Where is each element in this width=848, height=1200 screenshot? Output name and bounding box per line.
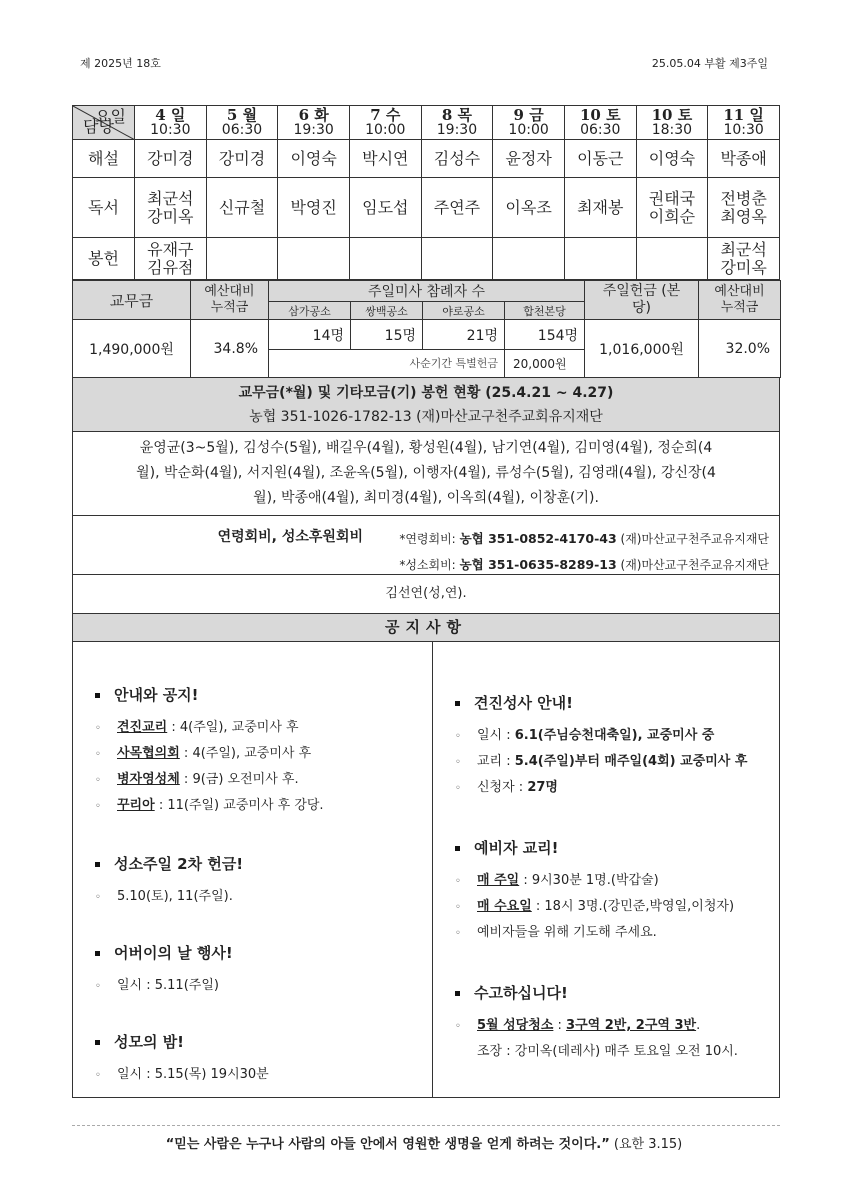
- offering-label: 주일헌금 (본당): [585, 281, 699, 320]
- schedule-cell: 이옥조: [493, 178, 565, 238]
- attendance-col-header: 삼가공소: [269, 302, 351, 320]
- notice-heading: 예비자 교리!: [474, 839, 559, 857]
- schedule-day-row: [73, 106, 780, 140]
- day-cell: 10 토 06:30: [564, 106, 636, 140]
- row-label: 해설: [73, 140, 135, 178]
- issue-date: 25.05.04 부활 제3주일: [651, 57, 768, 70]
- senior-accounts: [373, 516, 779, 574]
- attendance-value: 15명: [351, 320, 423, 350]
- schedule-cell: [278, 238, 350, 280]
- day-cell: 7 수 10:00: [349, 106, 421, 140]
- schedule-cell: 박영진: [278, 178, 350, 238]
- schedule-cell: [636, 238, 708, 280]
- attendance-value: 154명: [505, 320, 585, 350]
- footer-quote: [0, 1133, 848, 1152]
- day-cell: 5 월 06:30: [206, 106, 278, 140]
- notice-section: [72, 614, 780, 1098]
- budget-value: 32.0%: [699, 320, 781, 378]
- schedule-cell: 김성수: [421, 140, 493, 178]
- schedule-row-reading: [73, 178, 780, 238]
- notice-title: 공지사항: [73, 614, 779, 642]
- notice-heading: 어버이의 날 행사!: [114, 944, 233, 962]
- attendance-col-header: 야로공소: [423, 302, 505, 320]
- day-cell: 4 일 10:30: [135, 106, 207, 140]
- budget-value: 34.8%: [191, 320, 269, 378]
- schedule-cell: 이동근: [564, 140, 636, 178]
- row-label: 독서: [73, 178, 135, 238]
- special-offering-label: 사순기간 특별헌금: [269, 350, 505, 378]
- schedule-cell: 최군석 강미옥: [708, 238, 780, 280]
- schedule-corner: [73, 106, 135, 140]
- schedule-cell: [564, 238, 636, 280]
- schedule-cell: 최군석 강미옥: [135, 178, 207, 238]
- special-offering-value: 20,000원: [505, 350, 585, 378]
- schedule-cell: [349, 238, 421, 280]
- attendance-value: 21명: [423, 320, 505, 350]
- schedule-cell: 박시연: [349, 140, 421, 178]
- schedule-cell: 주연주: [421, 178, 493, 238]
- notice-heading: 견진성사 안내!: [474, 694, 574, 712]
- senior-line2-prefix: *성소회비:: [399, 558, 456, 572]
- liturgy-schedule-table: [72, 105, 780, 280]
- schedule-cell: 유재구 김유점: [135, 238, 207, 280]
- attendance-value: 14명: [269, 320, 351, 350]
- notice-item: 어버이의 날 행사! ◦ 일시 : 5.11(주일): [95, 944, 233, 993]
- schedule-cell: [493, 238, 565, 280]
- donation-account: 농협 351-1026-1782-13 (재)마산교구천주교회유지재단: [73, 404, 779, 431]
- notice-left-column: [73, 642, 433, 1097]
- notice-heading: 성소주일 2차 헌금!: [114, 855, 244, 873]
- senior-line1-account: 농협 351-0852-4170-43: [459, 531, 617, 546]
- finance-table: [72, 280, 781, 378]
- senior-section: [72, 516, 780, 614]
- attendance-title: 주일미사 참례자 수: [269, 281, 585, 302]
- schedule-row-commentary: [73, 140, 780, 178]
- gyomu-label: 교무금: [73, 281, 191, 320]
- attendance-col-header: 쌍백공소: [351, 302, 423, 320]
- schedule-row-offering: [73, 238, 780, 280]
- notice-item: 수고하십니다! ◦ 5월 성당청소 : 3구역 2반, 2구역 3반. 조장 : 강미옥(데레사) 매주 토요일 오전 10시.: [455, 984, 738, 1059]
- senior-line2-suffix: (재)마산교구천주교유지재단: [620, 558, 769, 572]
- schedule-cell: 강미경: [206, 140, 278, 178]
- issue-number: 제 2025년 18호: [80, 57, 161, 70]
- budget-label: 예산대비 누적금: [191, 281, 269, 320]
- notice-heading: 수고하십니다!: [474, 984, 568, 1002]
- footer-divider: [72, 1125, 780, 1126]
- budget-label: 예산대비 누적금: [699, 281, 781, 320]
- day-cell: 9 금 10:00: [493, 106, 565, 140]
- schedule-cell: 윤정자: [493, 140, 565, 178]
- bulletin-body: [72, 105, 780, 1098]
- senior-label: 연령회비, 성소후원회비: [217, 529, 363, 545]
- corner-weekday-label: 요일: [95, 107, 126, 126]
- day-cell: 8 목 19:30: [421, 106, 493, 140]
- notice-right-column: [433, 642, 779, 1097]
- notice-item: 안내와 공지! ◦ 견진교리 : 4(주일), 교중미사 후 ◦ 사목협의회 : 4(주일), 교중미사 후 ◦ 병자영성체 : 9(금) 오전미사 후. ◦ 꾸리아 : 11(주일) 교중미사 후 강당.: [95, 686, 324, 813]
- schedule-cell: 전병춘 최영옥: [708, 178, 780, 238]
- schedule-cell: 임도섭: [349, 178, 421, 238]
- notice-item: 성모의 밤! ◦ 일시 : 5.15(목) 19시30분: [95, 1033, 269, 1082]
- schedule-cell: 이영숙: [636, 140, 708, 178]
- quote-text: “믿는 사람은 누구나 사람의 아들 안에서 영원한 생명을 얻게 하려는 것이다.”: [165, 1137, 610, 1152]
- senior-names: 김선연(성,연).: [73, 574, 779, 613]
- quote-reference: (요한 3.15): [613, 1137, 683, 1152]
- row-label: 봉헌: [73, 238, 135, 280]
- schedule-cell: 최재봉: [564, 178, 636, 238]
- notice-item: 성소주일 2차 헌금! ◦ 5.10(토), 11(주일).: [95, 855, 244, 904]
- notice-item: 견진성사 안내! ◦ 일시 : 6.1(주님승천대축일), 교중미사 중 ◦ 교리 : 5.4(주일)부터 매주일(4회) 교중미사 후 ◦ 신청자 : 27명: [455, 694, 748, 795]
- schedule-cell: 이영숙: [278, 140, 350, 178]
- day-cell: 6 화 19:30: [278, 106, 350, 140]
- senior-line2-account: 농협 351-0635-8289-13: [459, 557, 617, 572]
- schedule-cell: 강미경: [135, 140, 207, 178]
- schedule-cell: 권태국 이희순: [636, 178, 708, 238]
- notice-item: 예비자 교리! ◦ 매 주일 : 9시30분 1명.(박갑술) ◦ 매 수요일 : 18시 3명.(강민준,박영일,이청자) ◦ 예비자들을 위해 기도해 주세요.: [455, 839, 735, 940]
- corner-duty-label: 담당: [83, 117, 114, 137]
- notice-heading: 안내와 공지!: [114, 686, 199, 704]
- attendance-col-header: 합천본당: [505, 302, 585, 320]
- donor-names: 윤영균(3~5월), 김성수(5월), 배길우(4월), 황성원(4월), 남기연(4월), 김미영(4월), 정순희(4월), 박순화(4월), 서지원(4월), 조윤옥(5월), 이행자(4월), 류성수(5월), 김영래(4월), 강신장(4월), 박종애(4월), 최미경(4월), 이옥희(4월), 이창훈(기).: [73, 431, 779, 515]
- gyomu-value: 1,490,000원: [73, 320, 191, 378]
- donation-section: [72, 378, 780, 516]
- schedule-cell: 신규철: [206, 178, 278, 238]
- offering-value: 1,016,000원: [585, 320, 699, 378]
- day-cell: 11 일 10:30: [708, 106, 780, 140]
- day-cell: 10 토 18:30: [636, 106, 708, 140]
- notice-heading: 성모의 밤!: [114, 1033, 185, 1051]
- senior-line1-prefix: *연령회비:: [399, 532, 456, 546]
- schedule-cell: [206, 238, 278, 280]
- schedule-cell: 박종애: [708, 140, 780, 178]
- donation-title: 교무금(*월) 및 기타모금(기) 봉헌 현황 (25.4.21 ~ 4.27): [73, 378, 779, 404]
- schedule-cell: [421, 238, 493, 280]
- senior-line1-suffix: (재)마산교구천주교유지재단: [620, 532, 769, 546]
